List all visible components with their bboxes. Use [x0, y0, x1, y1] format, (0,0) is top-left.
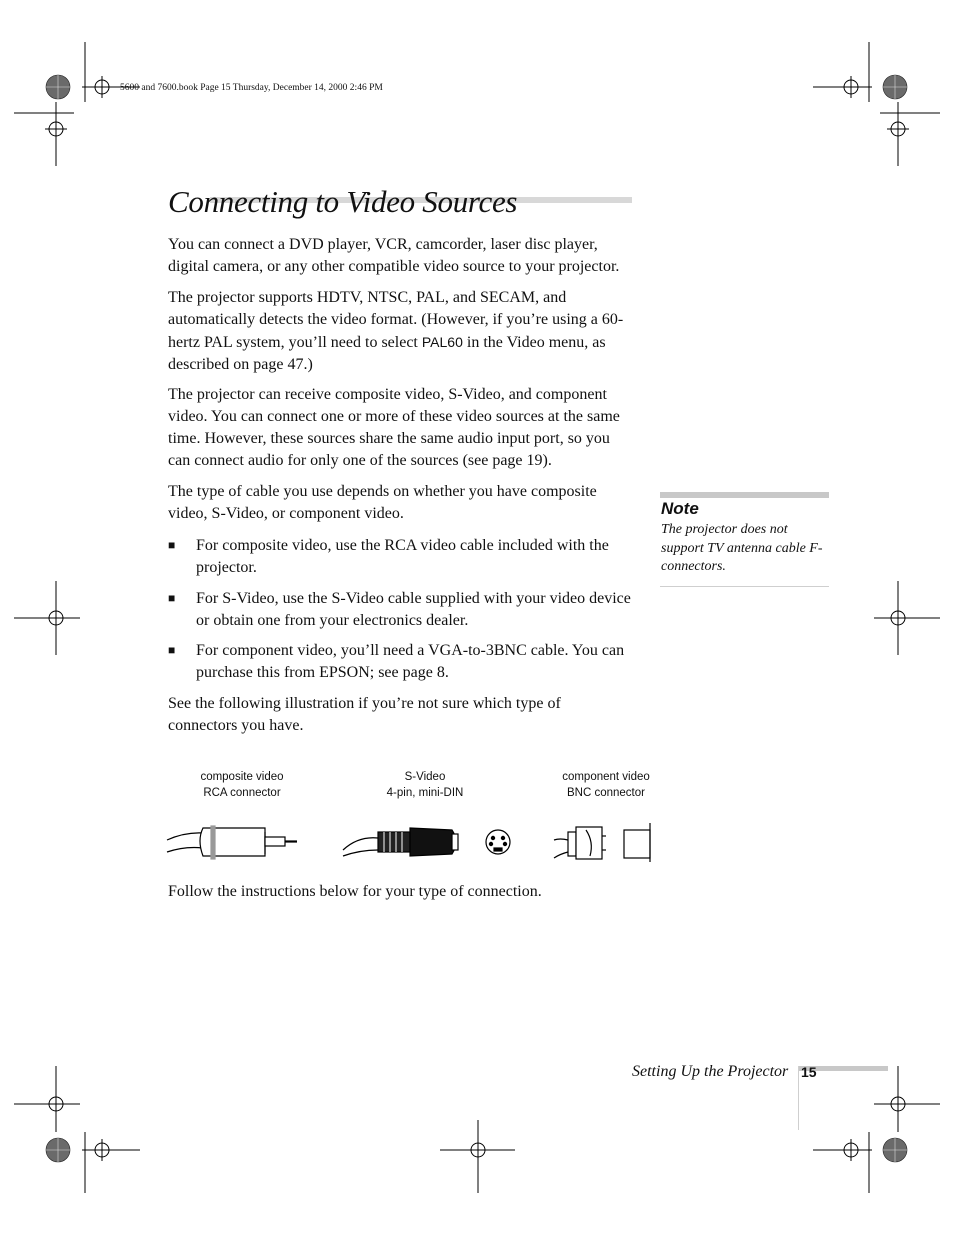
caption-line: RCA connector: [203, 787, 281, 799]
note-divider: [660, 586, 829, 587]
formats-text-a: The projector supports HDTV, NTSC, PAL, and SECAM, and automatically detects the video format. (However, if you’re using a 60-hertz PAL system, you’ll need to select: [168, 289, 624, 351]
note-text: The projector does not support TV antenna cable F-connectors.: [661, 522, 823, 574]
caption-svideo: [355, 769, 495, 801]
closing-paragraph: Follow the instructions below for your type of connection.: [168, 883, 542, 900]
footer-divider: [798, 1066, 799, 1130]
bullet-text: For composite video, use the RCA video cable included with the projector.: [196, 537, 609, 576]
footer-section-title: Setting Up the Projector: [632, 1063, 789, 1080]
bullet-text: For S-Video, use the S-Video cable supplied with your video device or obtain one from your electronics dealer.: [196, 590, 631, 629]
caption-line: composite video: [200, 771, 284, 783]
caption-line: S-Video: [404, 771, 446, 783]
bullet-icon: ■: [168, 643, 176, 657]
caption-line: 4-pin, mini-DIN: [386, 787, 464, 799]
intro-paragraph: You can connect a DVD player, VCR, camcorder, laser disc player, digital camera, or any other compatible video source to your projector.: [168, 236, 620, 275]
bullet-text: For component video, you’ll need a VGA-to-3BNC cable. You can purchase this from EPSON; see page 8.: [196, 642, 625, 681]
illustration-intro: See the following illustration if you’re not sure which type of connectors you have.: [168, 695, 561, 734]
page-number: 15: [801, 1064, 817, 1080]
note-rule: [660, 492, 829, 498]
formats-paragraph: [168, 287, 634, 376]
page-title: Connecting to Video Sources: [168, 184, 518, 219]
caption-component: [536, 769, 676, 801]
inputs-paragraph: The projector can receive composite video, S-Video, and component video. You can connect one or more of these video sources at the same time. However, these sources share the same audio input port, so you can connect audio for only one of the sources (see page 19).: [168, 386, 620, 469]
svideo-connector-illustration: [340, 818, 520, 866]
formats-text-b: in the Video menu, as described on page 47.): [168, 334, 606, 373]
note-heading: Note: [661, 499, 699, 518]
caption-composite: [172, 769, 312, 801]
bullet-icon: ■: [168, 591, 176, 605]
pal60-setting: PAL60: [421, 334, 463, 350]
caption-line: BNC connector: [567, 787, 645, 799]
print-slug: 5600 and 7600.book Page 15 Thursday, December 14, 2000 2:46 PM: [120, 83, 383, 93]
caption-line: component video: [562, 771, 650, 783]
bullet-icon: ■: [168, 538, 176, 552]
rca-connector-illustration: [165, 818, 300, 866]
cable-type-paragraph: The type of cable you use depends on whether you have composite video, S-Video, or component video.: [168, 483, 597, 522]
bnc-connector-illustration: [550, 818, 654, 866]
